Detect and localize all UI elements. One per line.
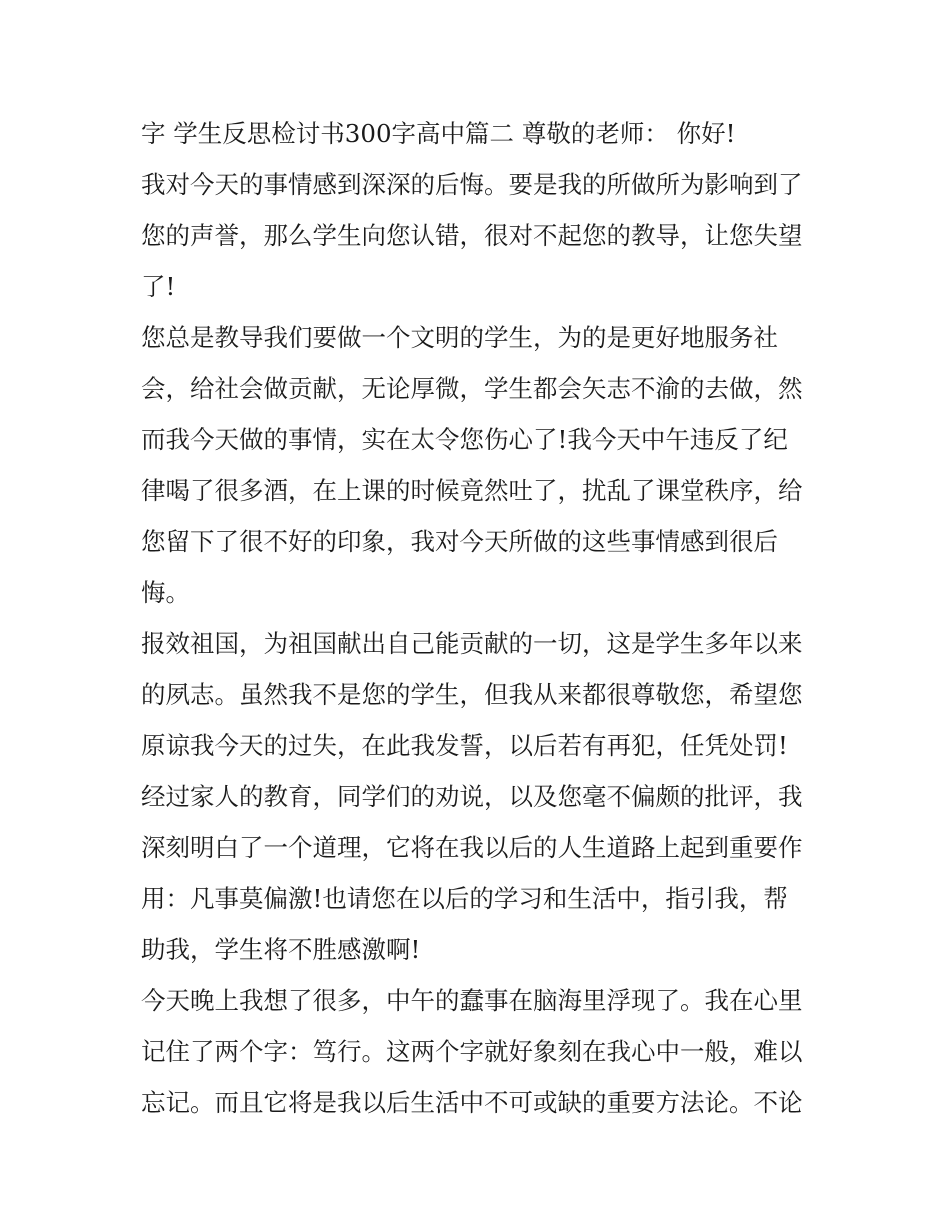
text-line: 字 学生反思检讨书300字高中篇二 尊敬的老师： 你好! bbox=[141, 119, 736, 148]
text-line: 今天晚上我想了很多，中午的蠢事在脑海里浮现了。我在心里 bbox=[141, 986, 803, 1015]
text-line: 悔。 bbox=[141, 578, 190, 607]
text-line: 而我今天做的事情，实在太令您伤心了!我今天中午违反了纪 bbox=[141, 425, 788, 454]
text-line: 我对今天的事情感到深深的后悔。要是我的所做所为影响到了 bbox=[141, 170, 803, 199]
text-line: 记住了两个字：笃行。这两个字就好象刻在我心中一般，难以 bbox=[141, 1037, 803, 1066]
text-line: 助我，学生将不胜感激啊! bbox=[141, 935, 421, 964]
document-body bbox=[141, 108, 821, 1128]
text-line: 您总是教导我们要做一个文明的学生，为的是更好地服务社 bbox=[141, 323, 778, 352]
text-line: 忘记。而且它将是我以后生活中不可或缺的重要方法论。不论 bbox=[141, 1088, 803, 1117]
text-line: 经过家人的教育，同学们的劝说，以及您毫不偏颇的批评，我 bbox=[141, 782, 803, 811]
text-line: 您的声誉，那么学生向您认错，很对不起您的教导，让您失望 bbox=[141, 221, 803, 250]
text-line: 的夙志。虽然我不是您的学生，但我从来都很尊敬您，希望您 bbox=[141, 680, 803, 709]
text-line: 律喝了很多酒，在上课的时候竟然吐了，扰乱了课堂秩序，给 bbox=[141, 476, 803, 505]
text-line: 报效祖国，为祖国献出自己能贡献的一切，这是学生多年以来 bbox=[141, 629, 803, 658]
text-line: 用：凡事莫偏激!也请您在以后的学习和生活中，指引我，帮 bbox=[141, 884, 788, 913]
text-line: 您留下了很不好的印象，我对今天所做的这些事情感到很后 bbox=[141, 527, 778, 556]
text-line: 了! bbox=[141, 272, 176, 301]
text-line: 会，给社会做贡献，无论厚微，学生都会矢志不渝的去做，然 bbox=[141, 374, 803, 403]
text-line: 深刻明白了一个道理，它将在我以后的人生道路上起到重要作 bbox=[141, 833, 803, 862]
text-line: 原谅我今天的过失，在此我发誓，以后若有再犯，任凭处罚! bbox=[141, 731, 788, 760]
